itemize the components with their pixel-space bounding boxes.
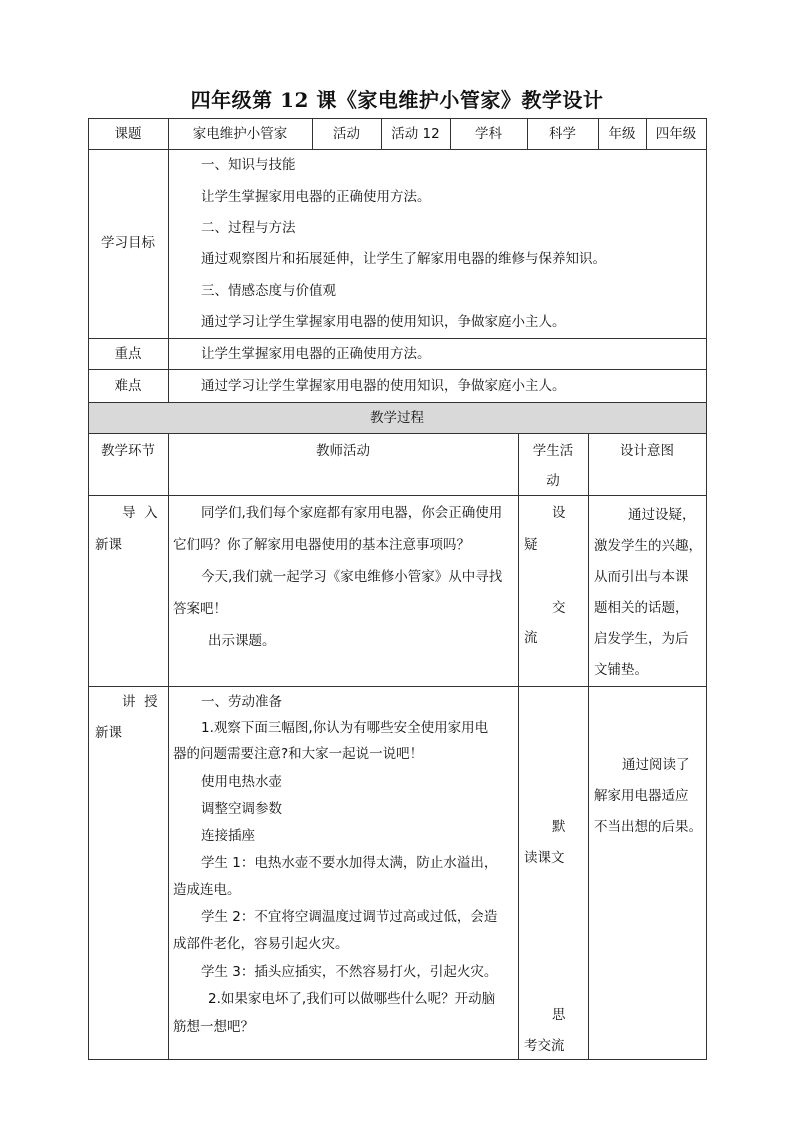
topic-label: 课题 xyxy=(114,126,142,142)
goal-line: 一、知识与技能 xyxy=(201,157,296,173)
subject-label: 学科 xyxy=(475,126,502,142)
table-line xyxy=(588,433,589,1060)
intro-teacher-line: 出示课题。 xyxy=(208,633,276,649)
table-line xyxy=(88,495,706,496)
col-teacher: 教师活动 xyxy=(316,443,370,459)
lecture-teacher-line: 造成连电。 xyxy=(173,882,241,898)
intro-student-text: 流 xyxy=(524,630,538,646)
goal-line: 三、情感态度与价值观 xyxy=(201,283,336,299)
lecture-intent-line: 解家用电器适应 xyxy=(594,788,689,804)
col-intent: 设计意图 xyxy=(620,443,674,459)
lecture-teacher-line: 一、劳动准备 xyxy=(201,694,282,710)
goals-label: 学习目标 xyxy=(101,235,155,251)
key-point-value: 让学生掌握家用电器的正确使用方法。 xyxy=(201,346,431,362)
table-border-bottom xyxy=(88,1059,706,1060)
intro-teacher-line: 今天,我们就一起学习《家电维修小管家》从中寻找 xyxy=(201,569,503,585)
table-line xyxy=(168,433,169,1060)
table-border-left xyxy=(88,118,89,1060)
table-line xyxy=(518,433,519,1060)
lecture-student-text: 读课文 xyxy=(524,850,565,866)
lecture-student-text: 考交流 xyxy=(524,1038,565,1054)
lecture-teacher-line: 连接插座 xyxy=(201,828,255,844)
process-header: 教学过程 xyxy=(370,410,424,426)
col-student-1: 学生活 xyxy=(532,443,574,459)
lecture-teacher-line: 成部件老化，容易引起火灾。 xyxy=(173,936,349,952)
table-line xyxy=(88,369,706,370)
table-line xyxy=(88,338,706,339)
intro-stage-1: 导 入 xyxy=(122,505,158,521)
lecture-teacher-line: 调整空调参数 xyxy=(201,801,282,817)
lecture-student-text: 思 xyxy=(552,1007,566,1023)
table-line xyxy=(88,686,706,687)
intro-intent-line: 通过设疑， xyxy=(628,507,696,523)
lecture-teacher-line: 使用电热水壶 xyxy=(201,774,282,790)
lecture-stage-1: 讲 授 xyxy=(122,694,158,710)
intro-student-text: 设 xyxy=(552,505,566,521)
topic-value: 家电维护小管家 xyxy=(192,126,288,142)
goal-line: 通过学习让学生掌握家用电器的使用知识，争做家庭小主人。 xyxy=(201,314,566,330)
difficulty-value: 通过学习让学生掌握家用电器的使用知识，争做家庭小主人。 xyxy=(201,378,566,394)
lecture-teacher-line: 器的问题需要注意?和大家一起说一说吧！ xyxy=(173,746,424,762)
lecture-intent-line: 通过阅读了 xyxy=(622,757,690,773)
lecture-teacher-line: 2.如果家电坏了,我们可以做哪些什么呢？开动脑 xyxy=(208,991,496,1007)
intro-intent-line: 题相关的话题， xyxy=(594,600,689,616)
goal-line: 让学生掌握家用电器的正确使用方法。 xyxy=(201,189,431,205)
intro-intent-line: 从而引出与本课 xyxy=(594,569,689,585)
intro-intent-line: 启发学生，为后 xyxy=(594,631,689,647)
activity-label: 活动 xyxy=(333,126,360,142)
lecture-teacher-line: 学生 1：电热水壶不要水加得太满，防止水溢出， xyxy=(201,855,498,871)
intro-teacher-line: 它们吗？你了解家用电器使用的基本注意事项吗？ xyxy=(173,537,470,553)
grade-value: 四年级 xyxy=(655,126,697,142)
intro-teacher-line: 同学们,我们每个家庭都有家用电器，你会正确使用 xyxy=(201,505,503,521)
subject-value: 科学 xyxy=(549,126,576,142)
document-title: 四年级第 12 课《家电维护小管家》教学设计 xyxy=(190,88,604,112)
intro-stage-2: 新课 xyxy=(95,537,122,553)
lecture-intent-line: 不当出想的后果。 xyxy=(594,819,702,835)
grade-label: 年级 xyxy=(608,126,636,142)
lecture-teacher-line: 1.观察下面三幅图,你认为有哪些安全使用家用电 xyxy=(201,720,489,736)
table-line xyxy=(168,118,169,402)
col-stage: 教学环节 xyxy=(101,443,155,459)
table-line xyxy=(88,433,706,434)
lecture-stage-2: 新课 xyxy=(95,725,122,741)
lecture-teacher-line: 筋想一想吧？ xyxy=(173,1019,254,1035)
table-border-right xyxy=(706,118,707,1060)
col-student-2: 动 xyxy=(546,473,560,489)
intro-student-text: 疑 xyxy=(524,537,538,553)
intro-teacher-line: 答案吧！ xyxy=(173,601,227,617)
intro-intent-line: 文铺垫。 xyxy=(594,662,648,678)
intro-student-text: 交 xyxy=(552,600,566,616)
difficulty-label: 难点 xyxy=(114,378,142,394)
lecture-teacher-line: 学生 3：插头应插实，不然容易打火，引起火灾。 xyxy=(201,964,498,980)
table-border-top xyxy=(88,118,706,119)
lecture-teacher-line: 学生 2：不宜将空调温度过调节过高或过低，会造 xyxy=(201,909,498,925)
activity-value: 活动 12 xyxy=(391,126,440,142)
key-point-label: 重点 xyxy=(114,346,142,362)
table-line xyxy=(88,402,706,403)
intro-intent-line: 激发学生的兴趣， xyxy=(594,538,702,554)
goal-line: 二、过程与方法 xyxy=(201,220,296,236)
goal-line: 通过观察图片和拓展延伸，让学生了解家用电器的维修与保养知识。 xyxy=(201,251,606,267)
table-line xyxy=(88,149,706,150)
lecture-student-text: 默 xyxy=(552,819,566,835)
